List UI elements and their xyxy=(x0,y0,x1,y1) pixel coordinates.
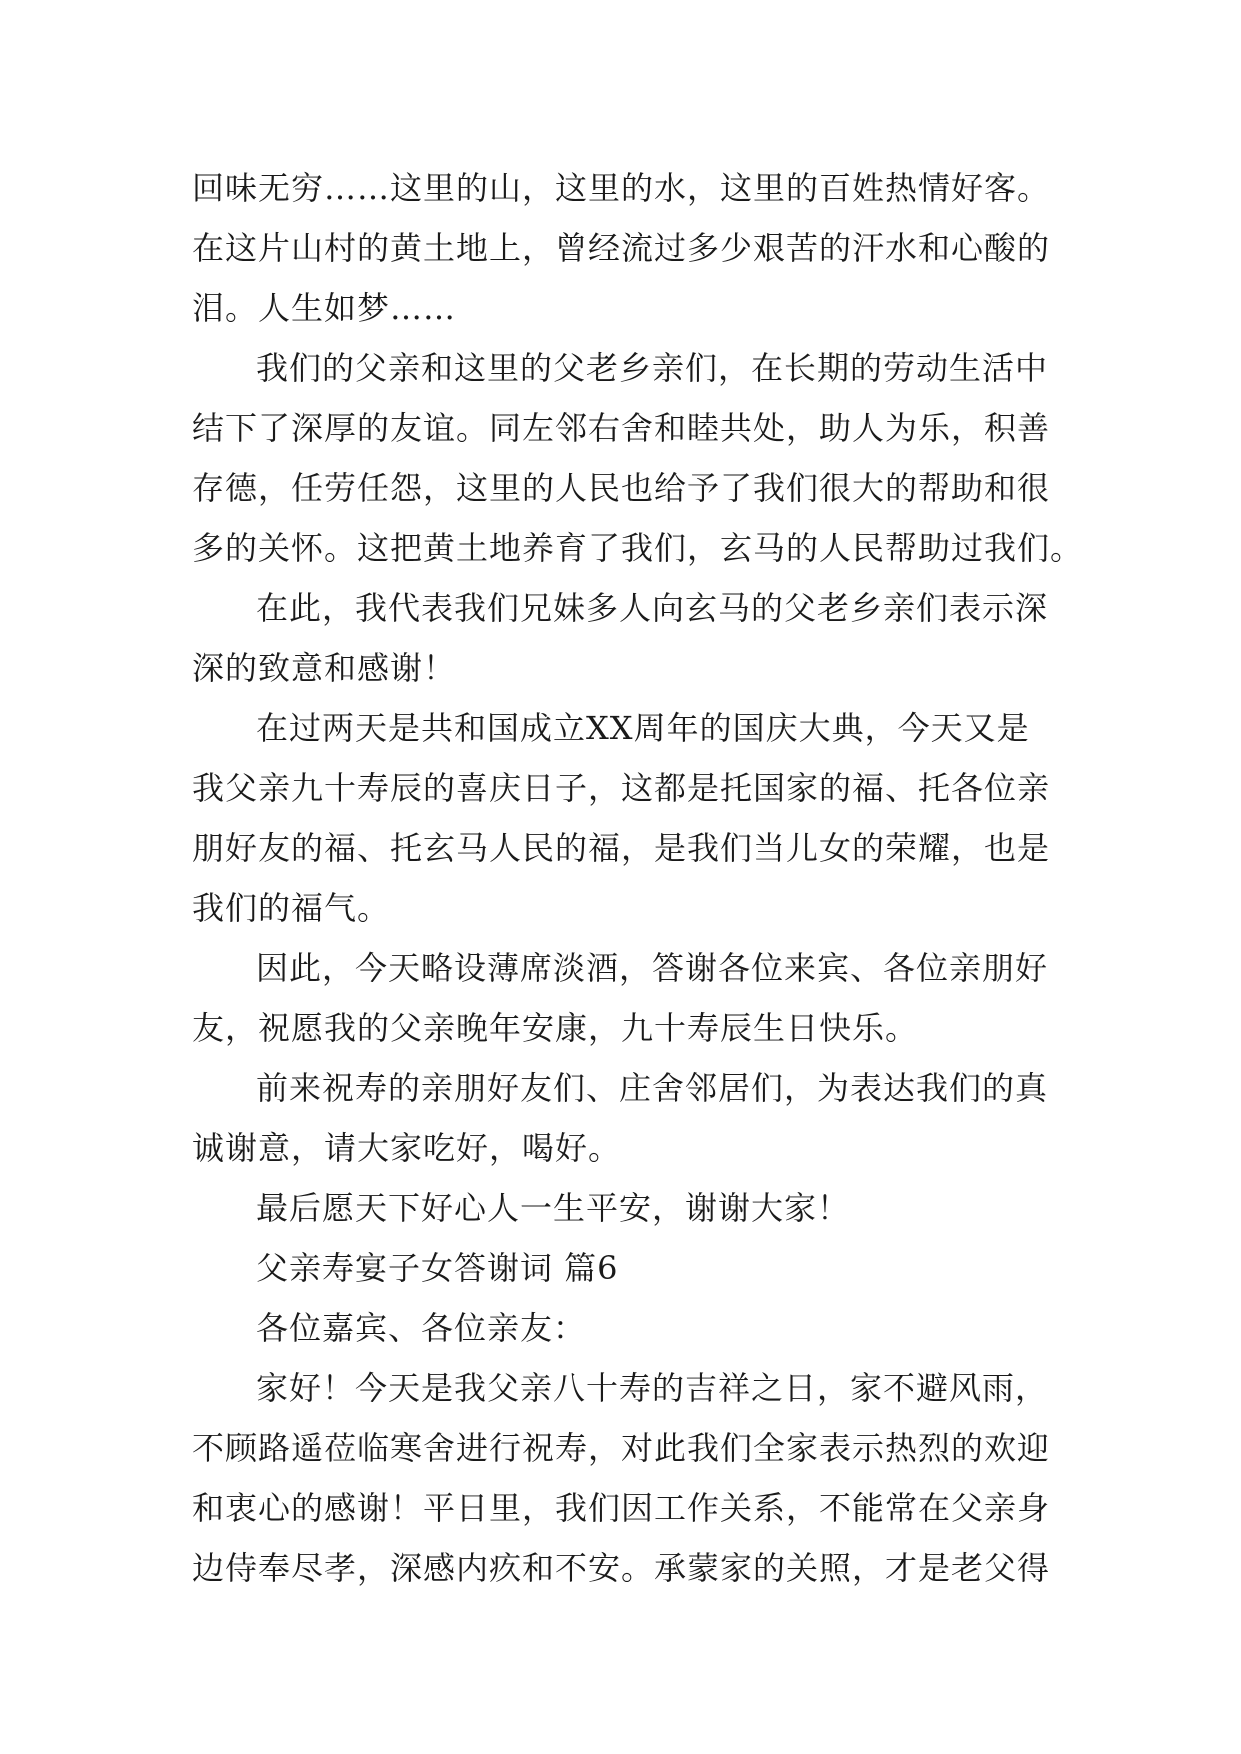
text-line: 我们的福气。 xyxy=(192,889,391,927)
section-heading: 父亲寿宴子女答谢词 篇6 xyxy=(256,1249,619,1287)
text-line: 深的致意和感谢！ xyxy=(192,649,457,687)
text-line: 边侍奉尽孝，深感内疚和不安。承蒙家的关照，才是老父得 xyxy=(192,1549,1051,1587)
text-line: 不顾路遥莅临寒舍进行祝寿，对此我们全家表示热烈的欢迎 xyxy=(192,1429,1051,1467)
text-line: 在这片山村的黄土地上，曾经流过多少艰苦的汗水和心酸的 xyxy=(192,229,1051,267)
text-line: 和衷心的感谢！平日里，我们因工作关系，不能常在父亲身 xyxy=(192,1489,1051,1527)
text-line: 在此，我代表我们兄妹多人向玄马的父老乡亲们表示深 xyxy=(256,589,1049,627)
text-line: 多的关怀。这把黄土地养育了我们，玄马的人民帮助过我们。 xyxy=(192,529,1084,567)
text-line: 回味无穷……这里的山，这里的水，这里的百姓热情好客。 xyxy=(192,169,1051,207)
text-line: 因此，今天略设薄席淡酒，答谢各位来宾、各位亲朋好 xyxy=(256,949,1049,987)
text-line: 诚谢意，请大家吃好，喝好。 xyxy=(192,1129,622,1167)
text-line: 结下了深厚的友谊。同左邻右舍和睦共处，助人为乐，积善 xyxy=(192,409,1051,447)
text-line: 在过两天是共和国成立XX周年的国庆大典，今天又是 xyxy=(256,709,1030,747)
text-line: 友，祝愿我的父亲晚年安康，九十寿辰生日快乐。 xyxy=(192,1009,919,1047)
document-body xyxy=(192,158,1084,1598)
text-line: 我们的父亲和这里的父老乡亲们，在长期的劳动生活中 xyxy=(256,349,1049,387)
text-line: 家好！今天是我父亲八十寿的吉祥之日，家不避风雨， xyxy=(256,1369,1049,1407)
text-line: 存德，任劳任怨，这里的人民也给予了我们很大的帮助和很 xyxy=(192,469,1051,507)
text-line: 最后愿天下好心人一生平安，谢谢大家！ xyxy=(256,1189,851,1227)
text-line: 我父亲九十寿辰的喜庆日子，这都是托国家的福、托各位亲 xyxy=(192,769,1051,807)
text-line: 朋好友的福、托玄马人民的福，是我们当儿女的荣耀，也是 xyxy=(192,829,1051,867)
text-line: 前来祝寿的亲朋好友们、庄舍邻居们，为表达我们的真 xyxy=(256,1069,1049,1107)
text-line: 泪。人生如梦…… xyxy=(192,289,457,327)
salutation: 各位嘉宾、各位亲友： xyxy=(256,1309,587,1347)
